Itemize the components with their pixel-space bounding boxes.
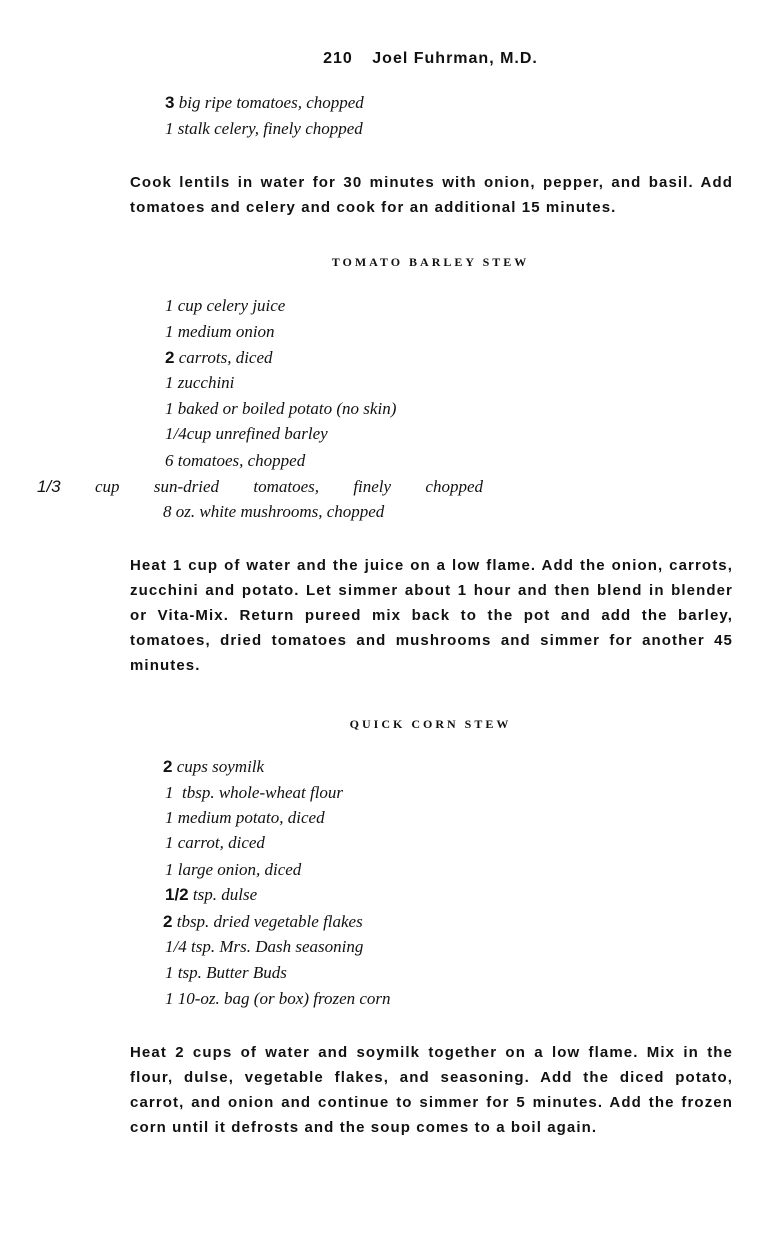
ingredient-line: 1/2 tsp. dulse: [165, 885, 258, 904]
ingredient-line: 1 carrot, diced: [165, 833, 265, 852]
author-name: Joel Fuhrman, M.D.: [372, 50, 538, 67]
ingredient-line: 1 medium onion: [165, 322, 275, 341]
lentil-instructions: Cook lentils in water for 30 minutes with onion, pepper, and basil. Add tomatoes and celery and cook for an additional 15 minutes.: [130, 174, 733, 216]
ingredient-line: 2 cups soymilk: [163, 757, 265, 776]
tomato-barley-instructions: Heat 1 cup of water and the juice on a low flame. Add the onion, carrots, zucchini and potato. Let simmer about 1 hour and then blend in blender or Vita-Mix. Return pureed mix back to the pot and add the barley, tomatoes, dried tomatoes and mushrooms and simmer for another 45 minutes.: [130, 557, 733, 674]
ingredient-line: 3 big ripe tomatoes, chopped: [165, 93, 364, 112]
recipe-title-tomato-barley: TOMATO BARLEY STEW: [331, 255, 530, 269]
ingredient-line: 8 oz. white mushrooms, chopped: [163, 502, 385, 521]
page-header: [0, 50, 769, 68]
ingredient-line: 1 tsp. Butter Buds: [165, 963, 287, 982]
ingredient-line: 1 zucchini: [165, 373, 235, 392]
ingredient-line: 1/4cup unrefined barley: [165, 424, 328, 443]
page-number: 210: [323, 50, 353, 67]
ingredient-line: 1 cup celery juice: [165, 296, 286, 315]
ingredient-line-spread: 1/3 cup sun-dried tomatoes, finely chopped: [37, 477, 483, 496]
quick-corn-instructions: Heat 2 cups of water and soymilk together on a low flame. Mix in the flour, dulse, vegetable flakes, and seasoning. Add the diced potato, carrot, and onion and continue to simmer for 5 minutes. Add the frozen corn until it defrosts and the soup comes to a boil again.: [130, 1044, 733, 1136]
ingredient-line: 1 medium potato, diced: [165, 808, 325, 827]
recipe-title-quick-corn: QUICK CORN STEW: [349, 717, 512, 731]
ingredient-line: 1 large onion, diced: [165, 860, 302, 879]
ingredient-line: 1 stalk celery, finely chopped: [165, 119, 363, 138]
ingredient-line: 1 tbsp. whole-wheat flour: [165, 783, 344, 802]
ingredient-line: 2 carrots, diced: [165, 348, 273, 367]
ingredient-line: 1/4 tsp. Mrs. Dash seasoning: [165, 937, 364, 956]
ingredient-line: 1 10-oz. bag (or box) frozen corn: [165, 989, 391, 1008]
ingredient-line: 2 tbsp. dried vegetable flakes: [163, 912, 363, 931]
ingredient-line: 6 tomatoes, chopped: [165, 451, 306, 470]
ingredient-line: 1 baked or boiled potato (no skin): [165, 399, 397, 418]
